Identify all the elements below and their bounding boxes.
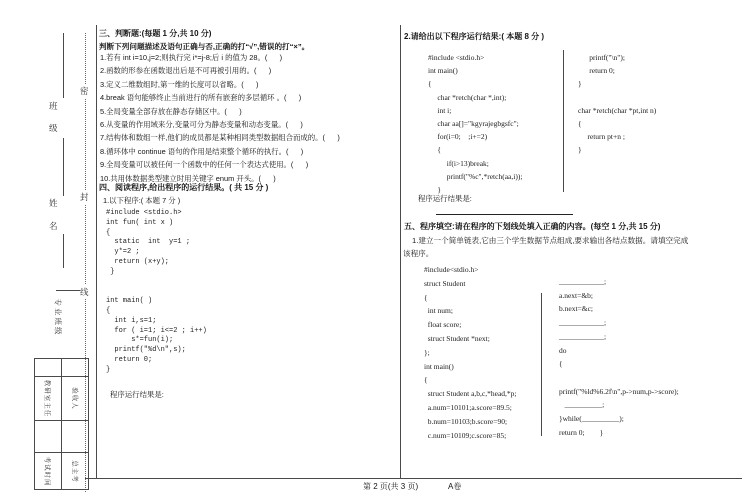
code-line — [106, 278, 207, 288]
judgment-question-line: 6.从变量的作用域来分,变量可分为静态变量和动态变量。( ) — [100, 120, 303, 130]
code-line: } — [106, 267, 115, 276]
binding-label-char: 级 — [49, 123, 58, 133]
code-line: s*=fun(i); — [106, 336, 174, 345]
section4-code-block — [106, 209, 207, 376]
section3-title: 三、判断题:(每题 1 分,共 10 分) — [99, 29, 212, 38]
code-line: __________; — [559, 400, 605, 410]
admin-label-chief-examiner: 总主考 — [70, 459, 78, 483]
code-line — [106, 287, 207, 297]
judgment-question-line: 7.结构体和数组一样,他们的成员都是某种相同类型数据组合而成的。( ) — [100, 133, 340, 143]
admin-table-cell — [35, 453, 61, 489]
code-line: c.num=10109;c.score=85; — [424, 430, 507, 440]
code-line: #include <stdio.h> — [428, 53, 485, 62]
code-line: int main( ) — [106, 297, 153, 306]
judgment-question-line: 8.循环体中 continue 语句的作用是结束整个循环的执行。( ) — [100, 146, 304, 156]
judgment-question-line: 2.函数的形参在函数退出后是不可再被引用的。( ) — [100, 66, 272, 76]
footer-rule — [85, 478, 742, 479]
code-line: { — [424, 292, 428, 302]
code-line — [578, 91, 656, 104]
admin-table-cell — [62, 377, 88, 419]
code-line: b.next=&c; — [559, 304, 594, 314]
judgment-question-line: 3.定义二维数组时,第一维的长度可以省略。( ) — [100, 79, 259, 89]
code-line: return 0; — [106, 355, 153, 364]
binding-blank-line — [63, 234, 64, 268]
section5-desc-line2: 该程序。 — [403, 249, 434, 258]
code-line: #include<stdio.h> — [424, 265, 479, 274]
admin-label-exam-time: 考试时间 — [43, 456, 51, 486]
code-line: int i,s=1; — [106, 316, 157, 325]
code-line: int main() — [428, 66, 458, 76]
section4-title: 四、阅读程序,给出程序的运行结果。( 共 15 分 ) — [99, 183, 269, 192]
code-line: printf("%d\n",s); — [106, 346, 186, 355]
seal-char-mi: 密 — [80, 86, 89, 96]
code-line: a.num=10101;a.score=89.5; — [424, 402, 512, 412]
code-line: float score; — [424, 320, 462, 330]
judgment-question-line: 9.全局变量可以被任何一个函数中的任何一个表达式使用。( ) — [100, 160, 309, 170]
code-line: } — [106, 365, 111, 374]
section4-result-label: 程序运行结果是: — [110, 390, 164, 399]
q2-result-label: 程序运行结果是: — [418, 194, 472, 203]
class-fill-line — [56, 290, 80, 291]
code-line: for(i=0; ;i+=2) — [428, 132, 488, 142]
judgment-question-line: 1.若有 int i=10,j=2;则执行完 i*=j-8;后 i 的值为 28。( ) — [100, 53, 283, 62]
code-line: { — [428, 79, 432, 89]
code-line: { — [578, 119, 582, 129]
code-line: return 0; } — [559, 427, 604, 437]
code-line: { — [106, 228, 111, 237]
admin-table-border — [34, 489, 88, 490]
binding-blank-line — [63, 138, 64, 196]
footer-volume-label: A卷 — [448, 482, 462, 491]
class-field-label: 专业班级 — [53, 298, 63, 337]
q2-title: 2.请给出以下程序运行结果:( 本题 8 分 ) — [404, 32, 545, 41]
judgment-question-line: 10.共用体数据类型建立时用关键字 enum 开头。( ) — [100, 173, 276, 183]
seal-char-feng: 封 — [80, 192, 89, 202]
q5-code-right — [559, 275, 679, 439]
judgment-questions — [100, 51, 340, 185]
code-line: } — [578, 79, 582, 89]
code-line: { — [424, 375, 428, 385]
code-line: }; — [424, 347, 430, 357]
code-line: printf("\n"); — [578, 53, 625, 62]
q2-answer-blank — [436, 206, 573, 215]
code-line: }while(__________); — [559, 414, 624, 424]
code-line: return pt+n ; — [578, 132, 625, 142]
binding-blank-line — [63, 33, 64, 98]
seal-char-xian: 线 — [80, 287, 89, 297]
code-line: if(i>13)break; — [428, 158, 489, 168]
code-line: y*=2 ; — [106, 248, 140, 257]
content-left-border — [96, 25, 97, 478]
seal-dotted-line — [85, 33, 86, 492]
code-line: b.num=10103;b.score=90; — [424, 416, 508, 426]
code-line: printf("%c",*retch(aa,i)); — [428, 171, 523, 181]
admin-label-acceptor: 验收人 — [70, 386, 78, 410]
code-line: char aa[]="kgyrajegbgsfc"; — [428, 119, 519, 129]
code-line: char *retch(char *,int); — [428, 92, 507, 102]
q2-code-divider — [563, 50, 564, 192]
code-line: int i; — [428, 105, 452, 115]
code-line: } — [578, 145, 582, 155]
code-line: do — [559, 345, 567, 355]
code-line: return 0; — [578, 66, 615, 76]
code-line: static int y=1 ; — [106, 238, 191, 247]
code-line: { — [428, 145, 441, 155]
q5-code-left — [424, 263, 516, 442]
code-line: { — [106, 306, 111, 315]
code-line: return (x+y); — [106, 257, 170, 266]
q2-code-left — [428, 51, 522, 196]
q5-code-divider — [541, 293, 542, 436]
code-line — [559, 371, 679, 385]
code-line: struct Student *next; — [424, 333, 490, 343]
code-line: int fun( int x ) — [106, 218, 174, 227]
admin-table-border — [34, 358, 88, 359]
section4-q1-label: 1.以下程序:( 本题 7 分 ) — [103, 196, 181, 205]
binding-label-char: 班 — [49, 101, 58, 111]
code-line: struct Student a,b,c,*head,*p; — [424, 389, 517, 399]
binding-label-char: 姓 — [49, 198, 58, 208]
code-line: int num; — [424, 306, 453, 316]
code-line: { — [559, 359, 563, 369]
admin-label-dept-head: 教研室主任 — [43, 379, 51, 417]
code-line: ____________; — [559, 277, 607, 286]
code-line: char *retch(char *pt,int n) — [578, 105, 657, 115]
admin-table-cell — [62, 453, 88, 489]
section3-subtitle: 判断下列问题描述及语句正确与否,正确的打“√”,错误的打“×”。 — [99, 42, 310, 51]
judgment-question-line: 5.全局变量全部存放在静态存储区中。( ) — [100, 106, 242, 116]
code-line: printf("%ld%6.2f\n",p->num,p->score); — [559, 386, 679, 396]
code-line: for ( i=1; i<=2 ; i++) — [106, 326, 207, 335]
footer-page-number: 第 2 页(共 3 页) — [363, 482, 419, 491]
code-line: } — [428, 185, 441, 195]
admin-table-border — [34, 420, 88, 421]
admin-table-border — [88, 358, 89, 490]
section5-desc-line1: 1.建立一个简单链表,它由三个学生数据节点组成,要求输出各结点数据。请填空完成 — [412, 236, 689, 245]
code-line: struct Student — [424, 278, 466, 288]
section5-title: 五、程序填空:请在程序的下划线处填入正确的内容。(每空 1 分,共 15 分) — [404, 222, 661, 231]
code-line: #include <stdio.h> — [106, 209, 182, 217]
column-divider — [400, 25, 401, 478]
q2-code-right — [578, 51, 656, 157]
code-line: int main() — [424, 361, 454, 371]
binding-label-char: 名 — [49, 221, 58, 231]
code-line: a.next=&b; — [559, 290, 594, 300]
judgment-question-line: 4.break 语句能够终止当前进行的所有嵌套的多层循环 。( ) — [100, 93, 302, 103]
admin-table-cell — [35, 377, 61, 419]
code-line: ____________; — [559, 331, 607, 341]
code-line: ____________; — [559, 318, 607, 328]
